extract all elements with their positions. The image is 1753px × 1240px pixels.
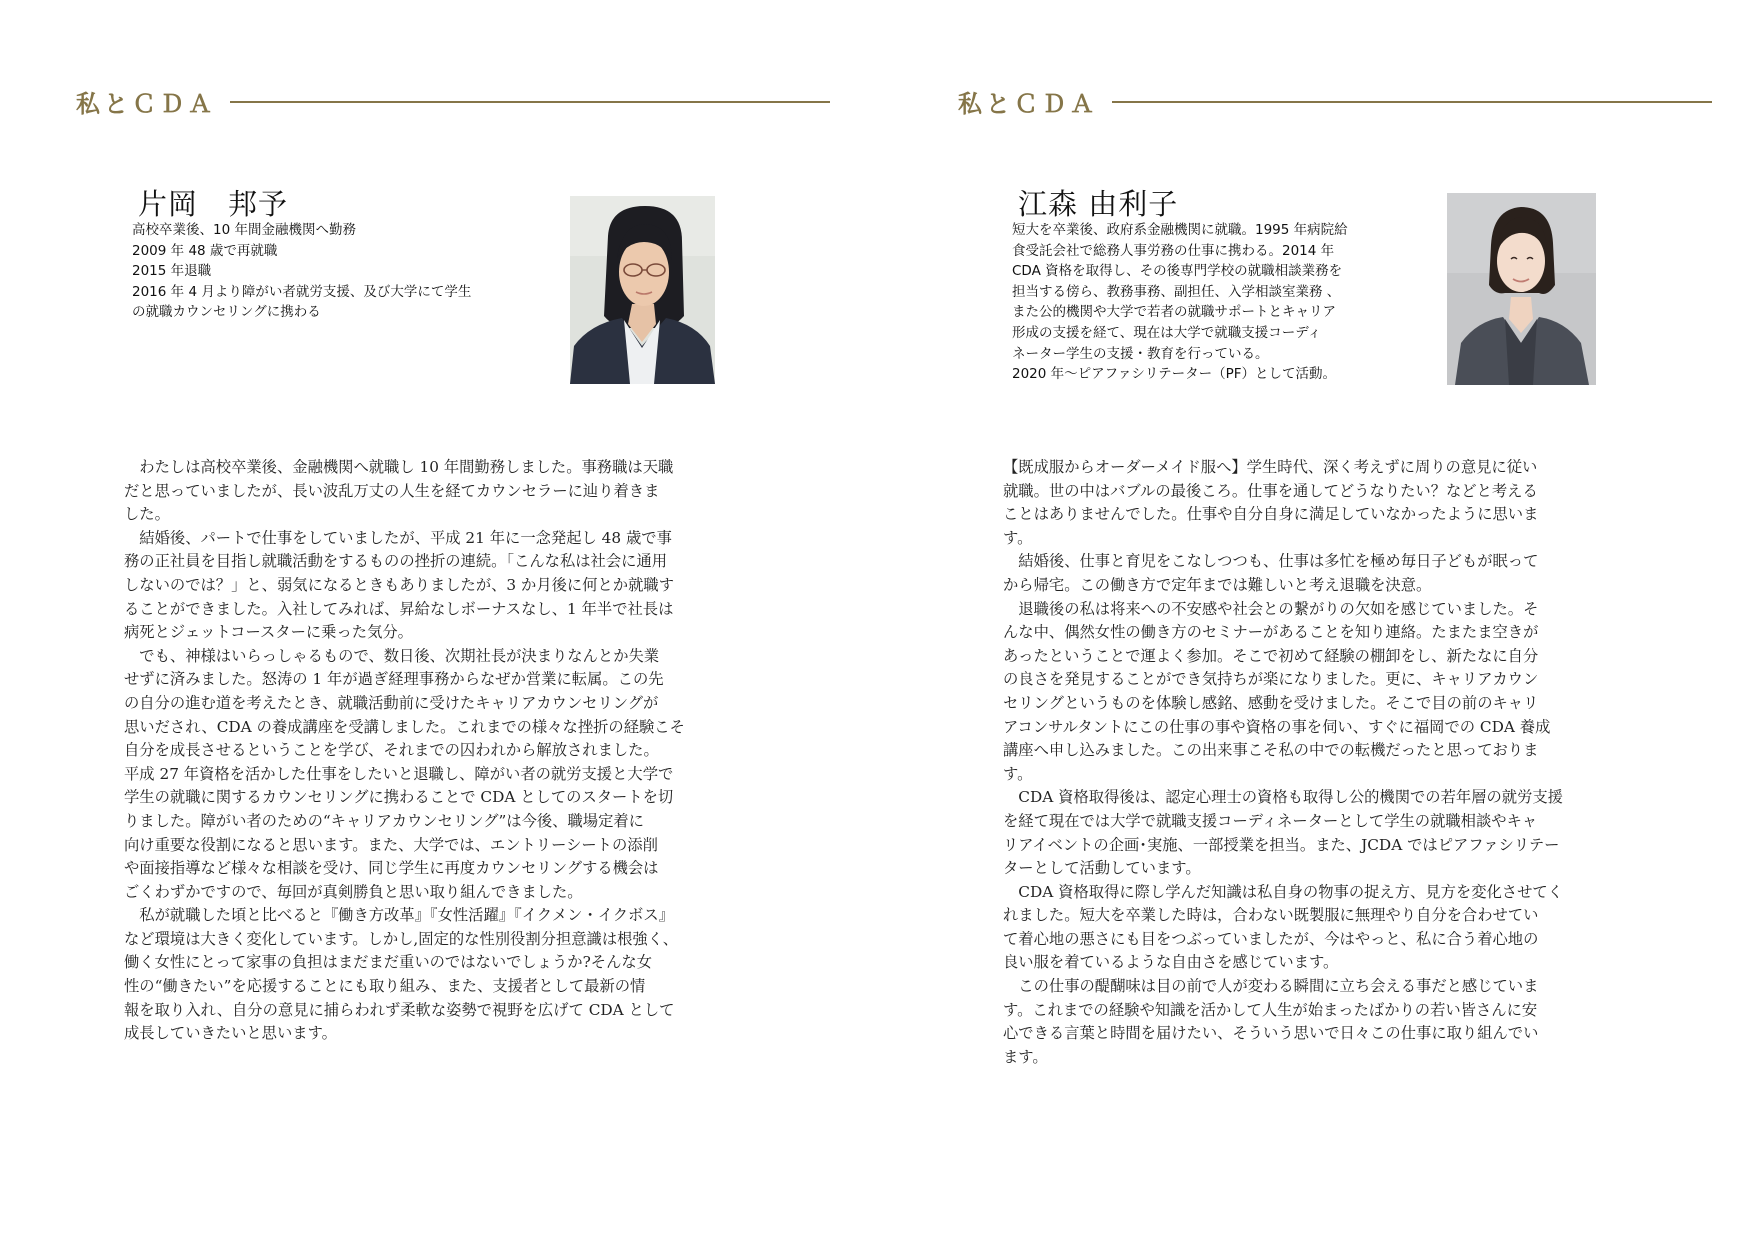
body-line: 心できる言葉と時間を届けたい、そういう思いで日々この仕事に取り組んでい — [1003, 1024, 1539, 1043]
body-line: 思いだされ、CDA の養成講座を受講しました。これまでの様々な挫折の経験こそ — [124, 717, 685, 736]
section-header — [76, 84, 830, 119]
section-title: 私とＣＤＡ — [76, 90, 216, 118]
essay-body — [124, 456, 764, 1046]
body-line: んな中、偶然女性の働き方のセミナーがあることを知り連絡。たまたま空きが — [1003, 623, 1539, 642]
body-line: など環境は大きく変化しています。しかし,固定的な性別役割分担意識は根強く、 — [124, 929, 679, 948]
body-line: ターとして活動しています。 — [1003, 859, 1201, 878]
body-line: 病死とジェットコースターに乗った気分。 — [124, 623, 413, 642]
body-line: あったということで運よく参加。そこで初めて経験の棚卸をし、新たなに自分 — [1003, 646, 1539, 665]
body-line: 働く女性にとって家事の負担はまだまだ重いのではないでしょうか?そんな女 — [124, 953, 652, 972]
body-line: この仕事の醍醐味は目の前で人が変わる瞬間に立ち会える事だと感じていま — [1003, 977, 1539, 996]
body-line: 平成 27 年資格を活かした仕事をしたいと退職し、障がい者の就労支援と大学で — [124, 764, 674, 783]
left-page — [0, 0, 876, 1240]
body-line: から帰宅。この働き方で定年までは難しいと考え退職を決意。 — [1003, 575, 1432, 594]
body-line: ることができました。入社してみれば、昇給なしボーナスなし、1 年半で社長は — [124, 599, 674, 618]
body-line: 私が就職した頃と比べると『働き方改革』『女性活躍』『イクメン・イクボス』 — [124, 906, 674, 925]
section-title: 私とＣＤＡ — [958, 90, 1098, 118]
profile-photo — [1447, 193, 1596, 385]
bio-line: 短大を卒業後、政府系金融機関に就職。1995 年病院給 — [1012, 222, 1348, 238]
body-line: でも、神様はいらっしゃるもので、数日後、次期社長が決まりなんとか失業 — [124, 646, 660, 665]
body-line: す。 — [1003, 528, 1033, 547]
body-line: 自分を成長させるということを学び、それまでの囚われから解放されました。 — [124, 741, 659, 760]
body-line: ごくわずかですので、毎回が真剣勝負と思い取り組んできました。 — [124, 882, 583, 901]
body-line: わたしは高校卒業後、金融機関へ就職し 10 年間勤務しました。事務職は天職 — [124, 458, 674, 476]
bio-line: 2020 年～ピアファシリテーター（PF）として活動。 — [1012, 366, 1337, 383]
body-line: ことはありませんでした。仕事や自分自身に満足していなかったように思いま — [1003, 505, 1539, 524]
body-line: 報を取り入れ、自分の意見に捕らわれず柔軟な姿勢で視野を広げて CDA として — [124, 1000, 675, 1019]
body-line: 就職。世の中はバブルの最後ころ。仕事を通してどうなりたい？などと考える — [1003, 481, 1538, 500]
profile-name: 片岡 邦予 — [138, 187, 289, 221]
bio-line: の就職カウンセリングに携わる — [132, 304, 321, 321]
bio-line: CDA 資格を取得し、その後専門学校の就職相談業務を — [1012, 263, 1343, 280]
body-line: CDA 資格取得後は、認定心理士の資格も取得し公的機関での若年層の就労支援 — [1003, 788, 1563, 807]
body-line: 務の正社員を目指し就職活動をするものの挫折の連続。「こんな私は社会に通用 — [124, 552, 668, 571]
body-line: れました。短大を卒業した時は，合わない既製服に無理やり自分を合わせてい — [1003, 906, 1539, 925]
essay-body — [1003, 456, 1643, 1069]
body-line: 結婚後、パートで仕事をしていましたが、平成 21 年に一念発起し 48 歳で事 — [124, 528, 672, 547]
body-line: 向け重要な役割になると思います。また、大学では、エントリーシートの添削 — [124, 835, 658, 854]
bio-line: ネーター学生の支援・教育を行っている。 — [1012, 345, 1269, 362]
body-line: ます。 — [1003, 1047, 1048, 1066]
body-line: だと思っていましたが、長い波乱万丈の人生を経てカウンセラーに辿り着きま — [124, 481, 660, 500]
bio-line: また公的機関や大学で若者の就職サポートとキャリア — [1012, 304, 1336, 321]
bio-line: 食受託会社で総務人事労務の仕事に携わる。2014 年 — [1012, 242, 1335, 259]
header-rule — [230, 101, 830, 103]
body-line: を経て現在では大学で就職支援コーディネーターとして学生の就職相談やキャ — [1003, 811, 1538, 830]
body-line: リアイベントの企画･実施、一部授業を担当。また、JCDA ではピアファシリテー — [1003, 835, 1560, 854]
profile-name: 江森 由利子 — [1018, 187, 1179, 221]
body-line: の自分の進む道を考えたとき、就職活動前に受けたキャリアカウンセリングが — [124, 693, 659, 712]
body-line: 退職後の私は将来への不安感や社会との繋がりの欠如を感じていました。そ — [1003, 599, 1539, 618]
body-line: しないのでは？」と、弱気になるときもありましたが、3 か月後に何とか就職す — [124, 575, 674, 594]
body-line: セリングというものを体験し感銘、感動を受けました。そこで目の前のキャリ — [1003, 693, 1539, 712]
bio-line: 形成の支援を経て、現在は大学で就職支援コーディ — [1012, 324, 1322, 341]
body-line: て着心地の悪さにも目をつぶっていましたが、今はやっと、私に合う着心地の — [1003, 929, 1539, 948]
profile-bio — [132, 220, 532, 323]
body-line: 学生の就職に関するカウンセリングに携わることで CDA としてのスタートを切 — [124, 788, 674, 807]
profile-bio — [1012, 220, 1412, 385]
body-line: りました。障がい者のための“キャリアカウンセリング”は今後、職場定着に — [124, 811, 644, 830]
bio-line: 2009 年 48 歳で再就職 — [132, 242, 278, 259]
body-line: 良い服を着ているような自由さを感じています。 — [1003, 953, 1339, 972]
bio-line: 2015 年退職 — [132, 263, 212, 280]
right-page — [877, 0, 1753, 1240]
body-line: や面接指導など様々な相談を受け、同じ学生に再度カウンセリングする機会は — [124, 859, 659, 878]
body-line: の良さを発見することができ気持ちが楽になりました。更に、キャリアカウン — [1003, 670, 1539, 689]
body-line: 講座へ申し込みました。この出来事こそ私の中での転機だったと思っておりま — [1003, 741, 1539, 760]
bio-line: 2016 年 4 月より障がい者就労支援、及び大学にて学生 — [132, 283, 472, 300]
body-line: 性の“働きたい”を応援することにも取り組み、また、支援者として最新の情 — [124, 977, 646, 996]
body-line: アコンサルタントにこの仕事の事や資格の事を伺い、すぐに福岡での CDA 養成 — [1003, 717, 1551, 736]
body-line: す。これまでの経験や知識を活かして人生が始まったばかりの若い皆さんに安 — [1003, 1000, 1538, 1019]
section-header — [958, 84, 1712, 119]
body-line: 結婚後、仕事と育児をこなしつつも、仕事は多忙を極め毎日子どもが眠って — [1003, 552, 1539, 571]
body-line: す。 — [1003, 764, 1033, 783]
body-line: した。 — [124, 505, 170, 524]
header-rule — [1112, 101, 1712, 103]
body-line: 【既成服からオーダーメイド服へ】学生時代、深く考えずに周りの意見に従い — [1003, 458, 1538, 476]
body-line: 成長していきたいと思います。 — [124, 1024, 337, 1043]
profile-photo — [570, 196, 715, 384]
bio-line: 高校卒業後、10 年間金融機関へ勤務 — [132, 222, 356, 238]
body-line: せずに済みました。怒涛の 1 年が過ぎ経理事務からなぜか営業に転属。この先 — [124, 670, 664, 689]
body-line: CDA 資格取得に際し学んだ知識は私自身の物事の捉え方、見方を変化させてく — [1003, 882, 1563, 901]
bio-line: 担当する傍ら、教務事務、副担任、入学相談室業務 、 — [1012, 283, 1341, 300]
